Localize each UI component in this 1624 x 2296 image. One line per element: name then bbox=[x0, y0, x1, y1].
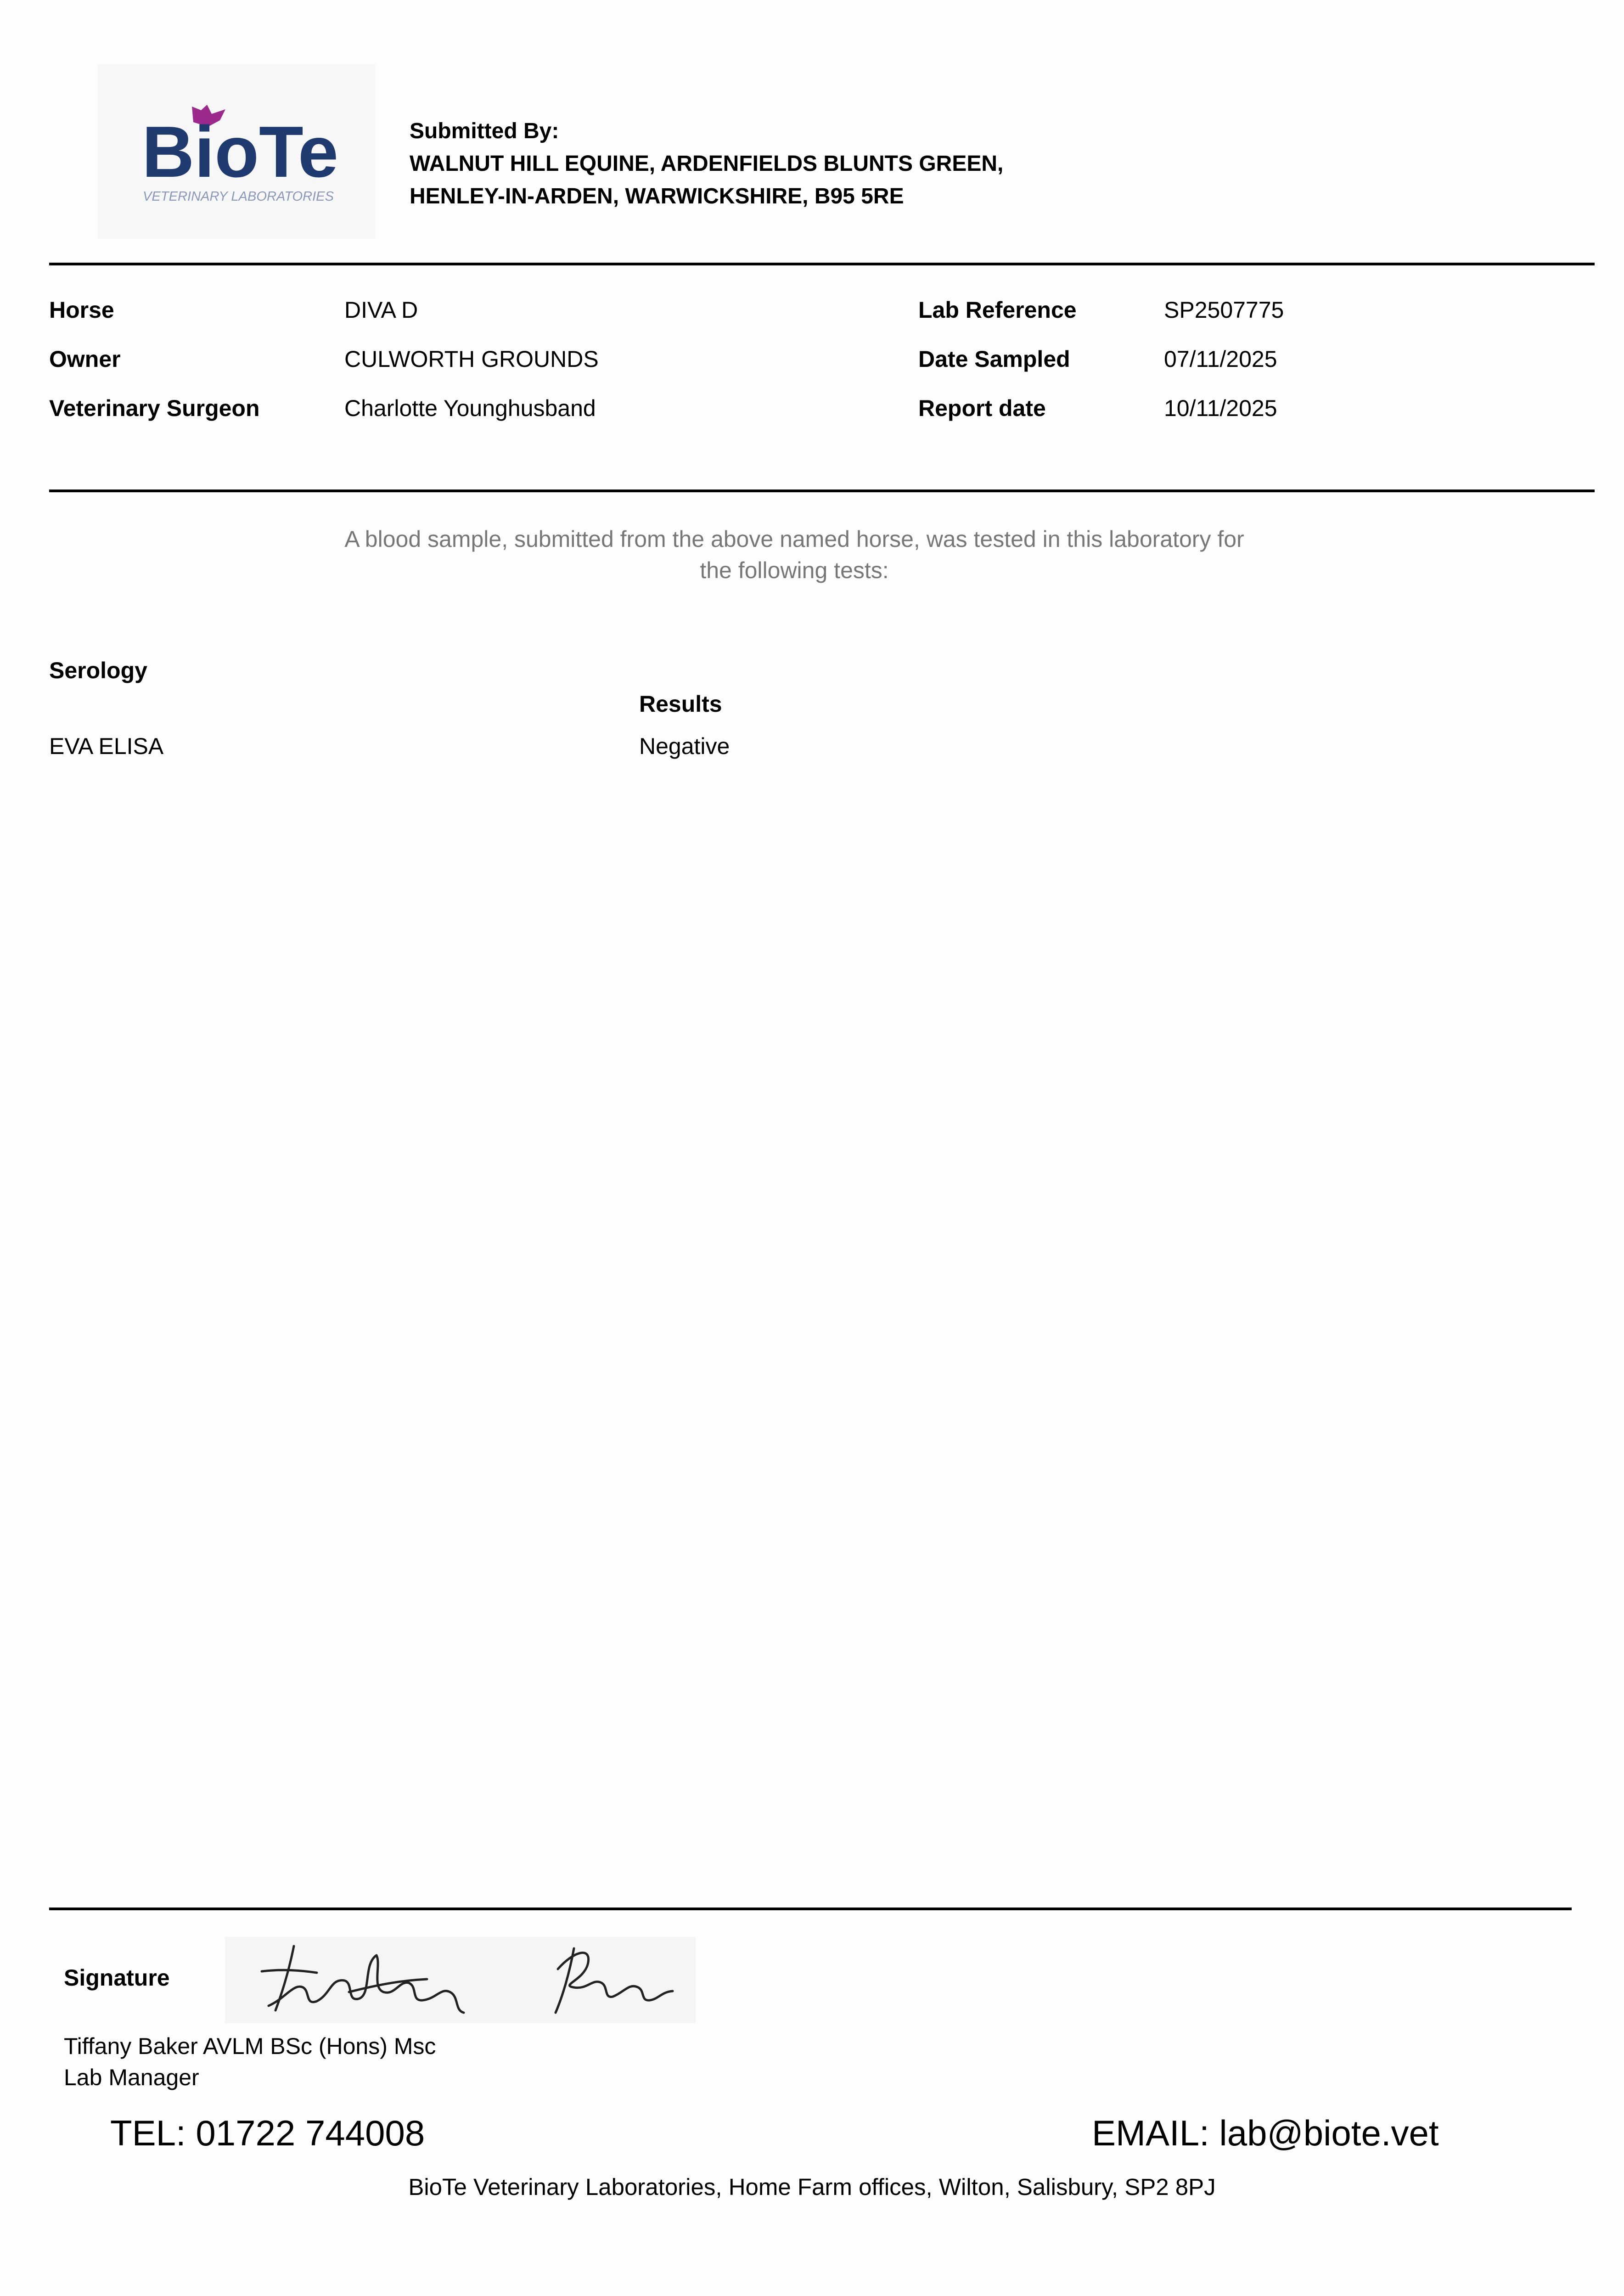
date-sampled-label: Date Sampled bbox=[918, 346, 1070, 372]
signatory-name: Tiffany Baker AVLM BSc (Hons) Msc bbox=[64, 2033, 436, 2059]
footer-email[interactable]: EMAIL: lab@biote.vet bbox=[1092, 2113, 1439, 2153]
test-name-eva-elisa: EVA ELISA bbox=[49, 733, 164, 759]
biote-logo bbox=[98, 64, 376, 239]
lab-reference-value: SP2507775 bbox=[1164, 297, 1284, 323]
logo-subtitle: VETERINARY LABORATORIES bbox=[143, 189, 334, 204]
footer-address: BioTe Veterinary Laboratories, Home Farm offices, Wilton, Salisbury, SP2 8PJ bbox=[408, 2174, 1216, 2200]
horse-label: Horse bbox=[49, 297, 114, 323]
footer-telephone: TEL: 01722 744008 bbox=[110, 2113, 425, 2153]
intro-line1: A blood sample, submitted from the above named horse, was tested in this laboratory for bbox=[344, 526, 1244, 552]
date-sampled-value: 07/11/2025 bbox=[1164, 346, 1277, 372]
report-date-label: Report date bbox=[918, 395, 1046, 421]
logo-wordmark: BioTe bbox=[142, 112, 338, 192]
submitted-by-block bbox=[410, 115, 1003, 213]
report-date-value: 10/11/2025 bbox=[1164, 395, 1277, 421]
submitted-by-address-line1: WALNUT HILL EQUINE, ARDENFIELDS BLUNTS GREEN, bbox=[410, 152, 1004, 176]
section-title-serology: Serology bbox=[49, 658, 147, 683]
vet-surgeon-value: Charlotte Younghusband bbox=[344, 395, 596, 421]
submitted-by-address-line2: HENLEY-IN-ARDEN, WARWICKSHIRE, B95 5RE bbox=[410, 184, 904, 208]
signature-divider bbox=[49, 1908, 1572, 1910]
results-column-header: Results bbox=[639, 691, 722, 717]
handwritten-signature bbox=[225, 1937, 696, 2023]
signatory-role: Lab Manager bbox=[64, 2065, 199, 2090]
submitted-by-label: Submitted By: bbox=[410, 119, 559, 143]
lab-reference-label: Lab Reference bbox=[918, 297, 1077, 323]
intro-text bbox=[266, 523, 1322, 586]
header-divider bbox=[49, 263, 1595, 265]
intro-line2: the following tests: bbox=[700, 557, 889, 583]
owner-label: Owner bbox=[49, 346, 121, 372]
vet-surgeon-label: Veterinary Surgeon bbox=[49, 395, 260, 421]
details-divider bbox=[49, 490, 1595, 492]
test-result-eva-elisa: Negative bbox=[639, 733, 730, 759]
owner-value: CULWORTH GROUNDS bbox=[344, 346, 599, 372]
signature-label: Signature bbox=[64, 1965, 170, 1991]
horse-value: DIVA D bbox=[344, 297, 418, 323]
